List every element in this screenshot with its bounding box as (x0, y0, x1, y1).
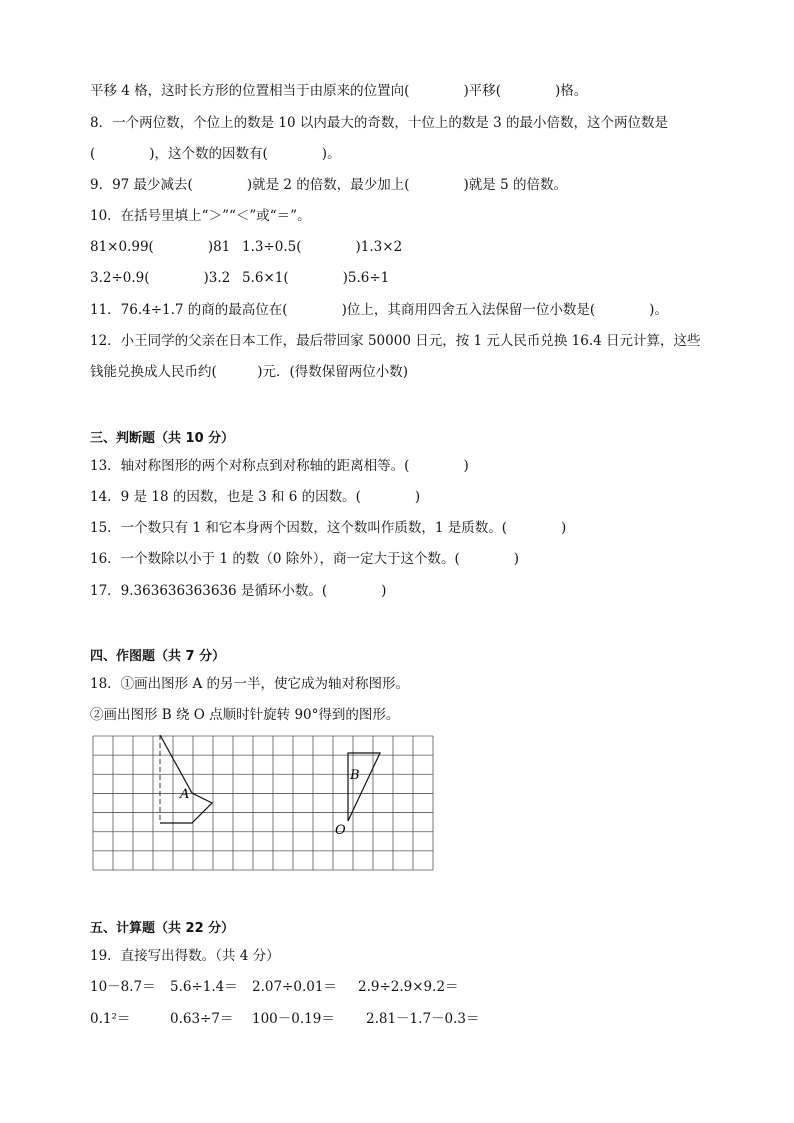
label-a: A (180, 787, 190, 802)
calc-r1-c4: 2.9÷2.9×9.2＝ (358, 979, 459, 995)
section-5-heading: 五、计算题（共 22 分） (90, 921, 235, 936)
section-4-heading: 四、作图题（共 7 分） (90, 649, 226, 664)
q19: 19．直接写出得数。（共 4 分） (90, 948, 280, 964)
q18-part-2: ②画出图形 B 绕 O 点顺时针旋转 90°得到的图形。 (90, 707, 400, 723)
q12-line-2: 钱能兑换成人民币约( )元．(得数保留两位小数) (90, 364, 409, 380)
shape-a-half (160, 735, 212, 823)
q16: 16．一个数除以小于 1 的数（0 除外），商一定大于这个数。( ) (90, 551, 520, 567)
q10-r2-c2: 5.6×1( )5.6÷1 (242, 270, 390, 286)
q12-line-1: 12．小王同学的父亲在日本工作，最后带回家 50000 日元，按 1 元人民币兑换 16.4 日元计算，这些 (90, 333, 701, 349)
calc-r1-c3: 2.07÷0.01＝ (252, 979, 337, 995)
calc-r2-c3: 100－0.19＝ (252, 1011, 335, 1027)
q11: 11．76.4÷1.7 的商的最高位在( )位上，其商用四舍五入法保留一位小数是( )。 (90, 302, 668, 318)
calc-r2-c2: 0.63÷7＝ (170, 1011, 234, 1027)
q8-line-2: ( )，这个数的因数有( )。 (90, 146, 341, 162)
q10: 10．在括号里填上“＞”“＜”或“＝”。 (90, 208, 311, 224)
q15: 15．一个数只有 1 和它本身两个因数，这个数叫作质数，1 是质数。( ) (90, 520, 567, 536)
calc-r1-c1: 10－8.7＝ (90, 979, 156, 995)
q17: 17．9.363636363636 是循环小数。( ) (90, 583, 387, 599)
q13: 13．轴对称图形的两个对称点到对称轴的距离相等。( ) (90, 458, 469, 474)
calc-r2-c1: 0.1²＝ (90, 1011, 131, 1027)
q10-r1-c1: 81×0.99( )81 (90, 239, 231, 255)
grid-lines (93, 736, 433, 870)
q10-r2-c1: 3.2÷0.9( )3.2 (90, 270, 231, 286)
label-o: O (335, 823, 346, 838)
drawing-grid (92, 735, 434, 875)
calc-r2-c4: 2.81－1.7－0.3＝ (366, 1011, 480, 1027)
q7-continuation: 平移 4 格，这时长方形的位置相当于由原来的位置向( )平移( )格。 (90, 83, 588, 99)
grid-svg (92, 735, 434, 871)
q8-line-1: 8．一个两位数，个位上的数是 10 以内最大的奇数，十位上的数是 3 的最小倍数，这个两位数是 (90, 115, 669, 131)
section-3-heading: 三、判断题（共 10 分） (90, 431, 235, 446)
q18-part-1: 18．①画出图形 A 的另一半，使它成为轴对称图形。 (90, 676, 410, 692)
q9: 9．97 最少减去( )就是 2 的倍数，最少加上( )就是 5 的倍数。 (90, 177, 567, 193)
q10-r1-c2: 1.3÷0.5( )1.3×2 (242, 239, 403, 255)
q14: 14．9 是 18 的因数，也是 3 和 6 的因数。( ) (90, 489, 421, 505)
label-b: B (350, 768, 360, 783)
calc-r1-c2: 5.6÷1.4＝ (170, 979, 238, 995)
